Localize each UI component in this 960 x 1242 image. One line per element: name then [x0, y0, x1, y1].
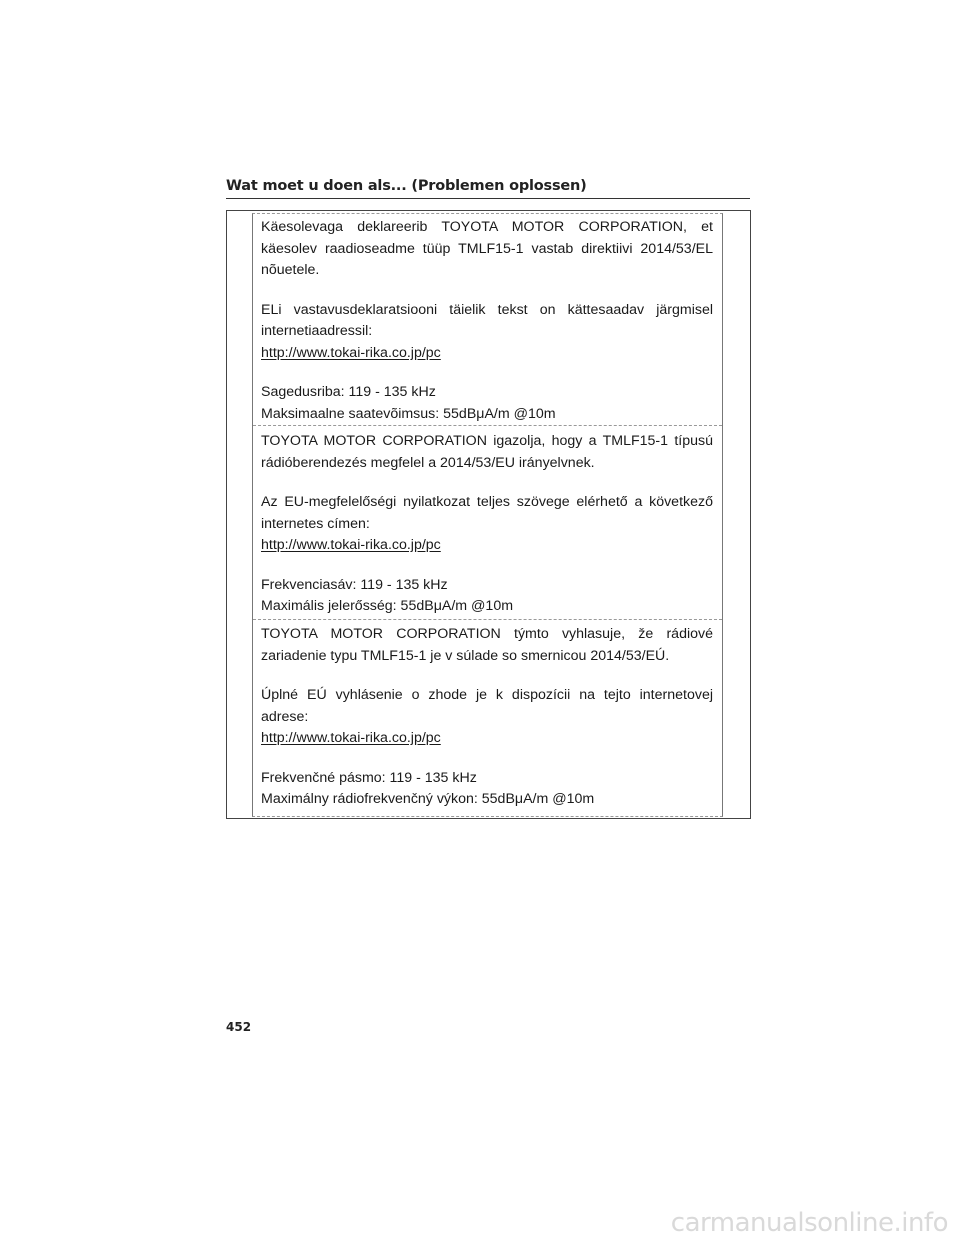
header-rule: [226, 198, 750, 199]
section-divider: [253, 619, 722, 620]
declaration-table: [252, 213, 723, 817]
page-header-title: Wat moet u doen als... (Problemen oplossen): [226, 178, 587, 194]
site-watermark: carmanualsonline.info: [670, 1208, 948, 1238]
declaration-intro: Úplné EÚ vyhlásenie o zhode je k dispozícii na tejto internetovej adrese:: [261, 687, 713, 725]
declaration-intro: Az EU-megfelelőségi nyilatkozat teljes szövege elérhető a következő internetes címen:: [261, 494, 713, 532]
frequency-band: Frekvenciasáv: 119 - 135 kHz: [261, 576, 448, 593]
max-power: Maximálny rádiofrekvenčný výkon: 55dBμA/m @10m: [261, 791, 595, 807]
declaration-intro: ELi vastavusdeklaratsiooni täielik tekst on kättesaadav järgmisel internetiaadressil:: [261, 301, 713, 339]
section-estonian: [253, 217, 722, 425]
section-slovak: [253, 624, 722, 811]
declaration-url-link[interactable]: http://www.tokai-rika.co.jp/pc: [261, 344, 441, 361]
declaration-text: Käesolevaga deklareerib TOYOTA MOTOR CORPORATION, et käesolev raadioseadme tüüp TMLF15-1 vastab direktiivi 2014/53/EL nõuetele.: [261, 219, 713, 278]
section-divider: [253, 425, 722, 426]
max-power: Maximális jelerősség: 55dBμA/m @10m: [261, 598, 514, 614]
declaration-text: TOYOTA MOTOR CORPORATION igazolja, hogy a TMLF15-1 típusú rádióberendezés megfelel a 2014/53/EU irányelvnek.: [261, 433, 713, 471]
page-number: 452: [226, 1020, 252, 1034]
declaration-url-link[interactable]: http://www.tokai-rika.co.jp/pc: [261, 537, 441, 553]
declaration-url-link[interactable]: http://www.tokai-rika.co.jp/pc: [261, 730, 441, 746]
declaration-text: TOYOTA MOTOR CORPORATION týmto vyhlasuje, že rádiové zariadenie typu TMLF15-1 je v súlade so smernicou 2014/53/EÚ.: [261, 626, 713, 664]
max-power: Maksimaalne saatevõimsus: 55dBμA/m @10m: [261, 405, 556, 422]
section-hungarian: [253, 431, 722, 618]
frequency-band: Frekvenčné pásmo: 119 - 135 kHz: [261, 769, 477, 786]
frequency-band: Sagedusriba: 119 - 135 kHz: [261, 384, 436, 400]
